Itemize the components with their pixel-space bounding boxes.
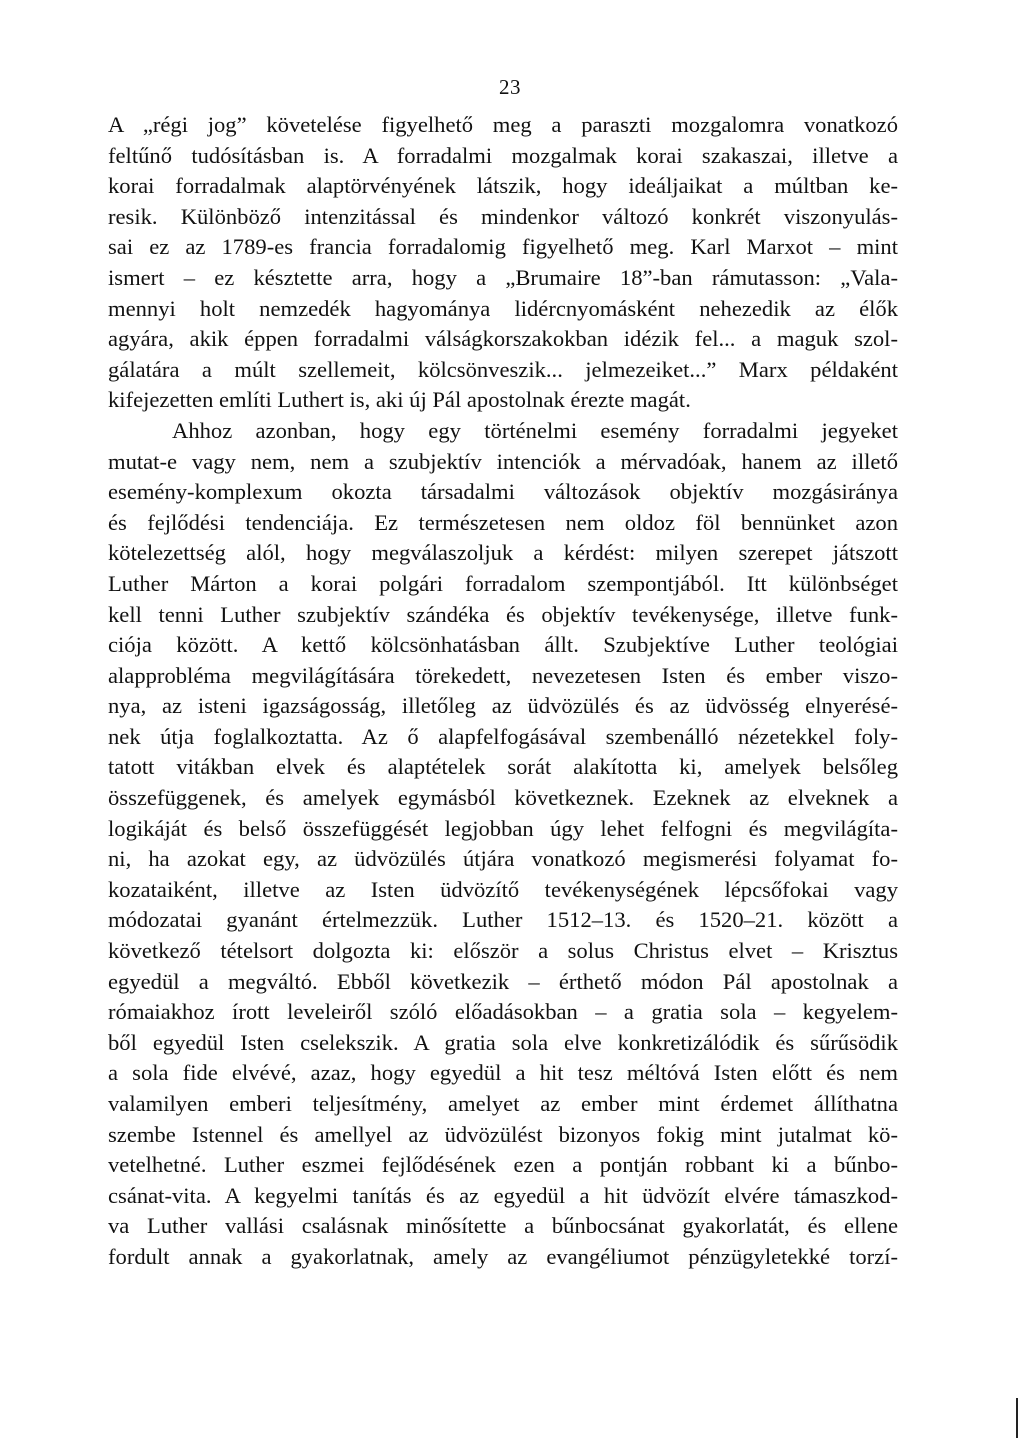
text-line: összefüggenek, és amelyek egymásból következnek. Ezeknek az elveknek a: [108, 785, 898, 811]
paragraph-2: [108, 416, 898, 1273]
text-line: nek útja foglalkoztatta. Az ő alapfelfogásával szembenálló nézetekkel foly-: [108, 723, 898, 749]
text-line: Luther Márton a korai polgári forradalom szempontjából. Itt különbséget: [108, 570, 898, 596]
text-line: va Luther vallási csalásnak minősítette a bűnbocsánat gyakorlatát, és ellene: [108, 1213, 898, 1239]
page-number: 23: [499, 75, 521, 99]
text-line: feltűnő tudósításban is. A forradalmi mozgalmak korai szakaszai, illetve a: [108, 142, 898, 168]
text-line: mutat-e vagy nem, nem a szubjektív intenciók a mérvadóak, hanem az illető: [108, 448, 898, 474]
body-text: [108, 110, 898, 1273]
text-line: Ahhoz azonban, hogy egy történelmi esemény forradalmi jegyeket: [172, 417, 898, 443]
text-line: ni, ha azokat egy, az üdvözülés útjára vonatkozó megismerési folyamat fo-: [108, 846, 898, 872]
text-line: resik. Különböző intenzitással és mindenkor változó konkrét viszonyulás-: [108, 203, 898, 229]
text-line: valamilyen emberi teljesítmény, amelyet az ember mint érdemet állíthatna: [108, 1091, 898, 1116]
text-line: esemény-komplexum okozta társadalmi változások objektív mozgásiránya: [108, 479, 898, 505]
text-line: gálatára a múlt szellemeit, kölcsönveszik... jelmezeiket...” Marx példaként: [108, 356, 898, 382]
text-line: nya, az isteni igazságosság, illetőleg az üdvözülés és az üdvösség elnyerésé-: [108, 693, 898, 719]
text-line: kötelezettség alól, hogy megválaszoljuk a kérdést: milyen szerepet játszott: [108, 540, 898, 566]
text-line: sai ez az 1789-es francia forradalomig figyelhető meg. Karl Marxot – mint: [108, 234, 898, 260]
text-line: logikáját és belső összefüggését legjobban úgy lehet felfogni és megvilágíta-: [108, 815, 898, 841]
text-line: ből egyedül Isten cselekszik. A gratia sola elve konkretizálódik és sűrűsödik: [108, 1029, 898, 1055]
text-line: alapprobléma megvilágítására törekedett, nevezetesen Isten és ember viszo-: [108, 662, 898, 688]
text-line: szembe Istennel és amellyel az üdvözülést bizonyos fokig mint jutalmat kö-: [108, 1121, 898, 1147]
text-line: a sola fide elvévé, azaz, hogy egyedül a hit tesz méltóvá Isten előtt és nem: [108, 1060, 898, 1086]
text-line: vetelhetné. Luther eszmei fejlődésének ezen a pontján robbant ki a bűnbo-: [108, 1152, 898, 1178]
text-line: fordult annak a gyakorlatnak, amely az evangéliumot pénzügyletekké torzí-: [108, 1243, 898, 1269]
text-line: következő tételsort dolgozta ki: először a solus Christus elvet – Krisztus: [108, 938, 898, 964]
text-line: agyára, akik éppen forradalmi válságkorszakokban idézik fel... a maguk szol-: [108, 326, 898, 352]
text-line: A „régi jog” követelése figyelhető meg a paraszti mozgalomra vonatkozó: [108, 112, 898, 137]
text-line: módozatai gyanánt értelmezzük. Luther 1512–13. és 1520–21. között a: [108, 907, 898, 933]
text-line: kozataiként, illetve az Isten üdvözítő tevékenységének lépcsőfokai vagy: [108, 876, 898, 902]
text-line: kifejezetten említi Luthert is, aki új Pál apostolnak érezte magát.: [108, 387, 691, 413]
text-line: ciója között. A kettő kölcsönhatásban állt. Szubjektíve Luther teológiai: [108, 632, 898, 658]
text-line: korai forradalmak alaptörvényének látszik, hogy ideáljaikat a múltban ke-: [108, 173, 898, 199]
text-line: és fejlődési tendenciája. Ez természetesen nem oldoz föl bennünket azon: [108, 509, 898, 535]
text-line: ismert – ez késztette arra, hogy a „Brumaire 18”-ban rámutasson: „Vala-: [108, 264, 898, 290]
text-line: tatott vitákban elvek és alaptételek sorát alakította ki, amelyek belsőleg: [108, 754, 898, 780]
text-line: csánat-vita. A kegyelmi tanítás és az egyedül a hit üdvözít elvére támaszkod-: [108, 1182, 898, 1208]
text-line: mennyi holt nemzedék hagyománya lidércnyomásként nehezedik az élők: [108, 295, 898, 321]
text-line: kell tenni Luther szubjektív szándéka és objektív tevékenysége, illetve funk-: [108, 601, 898, 627]
text-line: rómaiakhoz írott leveleiről szóló előadásokban – a gratia sola – kegyelem-: [108, 999, 898, 1025]
scan-edge-mark: [1016, 1398, 1018, 1438]
text-line: egyedül a megváltó. Ebből következik – érthető módon Pál apostolnak a: [108, 968, 898, 994]
paragraph-1: [108, 110, 898, 416]
